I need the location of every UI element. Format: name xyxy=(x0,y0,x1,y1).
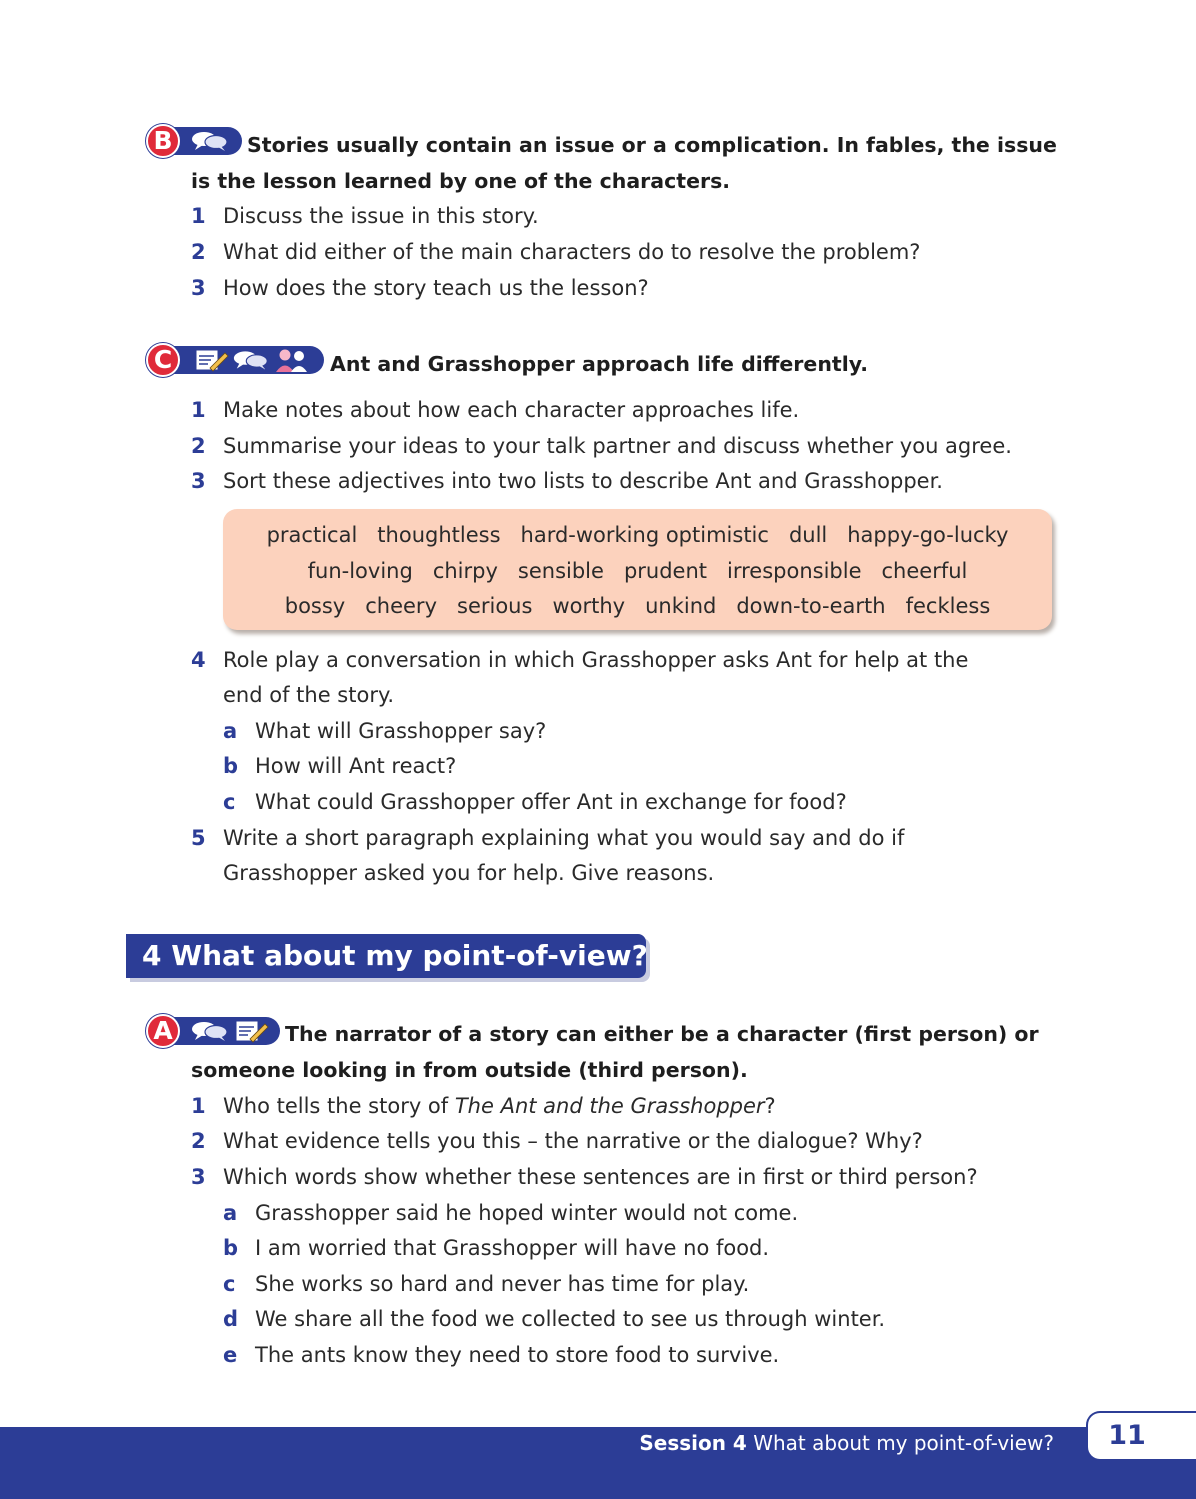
list-number: 2 xyxy=(191,434,206,458)
footer-session-name: What about my point-of-view? xyxy=(753,1431,1054,1455)
adjective: feckless xyxy=(905,594,991,618)
adjective: unkind xyxy=(645,594,717,618)
adjective: practical xyxy=(266,523,358,547)
adjective: dull xyxy=(788,523,828,547)
adjective: chirpy xyxy=(432,559,498,583)
adjective: irresponsible xyxy=(727,559,862,583)
list-number: 4 xyxy=(191,648,206,672)
sub-item: What could Grasshopper offer Ant in exchange for food? xyxy=(255,790,847,814)
sub-letter: a xyxy=(223,1201,238,1225)
sub-item: How will Ant react? xyxy=(255,754,457,778)
speech-bubbles-icon xyxy=(190,1020,232,1042)
badge-letter-a: A xyxy=(146,1014,180,1048)
adjective: prudent xyxy=(623,559,708,583)
list-item: Write a short paragraph explaining what you would say and do if xyxy=(223,826,905,850)
list-item-continued: end of the story. xyxy=(223,683,395,707)
sub-letter: a xyxy=(223,719,238,743)
list-item xyxy=(223,1092,776,1120)
list-item: Discuss the issue in this story. xyxy=(223,204,539,228)
sub-item: The ants know they need to store food to survive. xyxy=(255,1343,780,1367)
sub-letter: c xyxy=(223,790,236,814)
adjective: worthy xyxy=(552,594,626,618)
badge-letter-b: B xyxy=(146,124,180,158)
sub-item: Grasshopper said he hoped winter would not come. xyxy=(255,1201,799,1225)
adjective: bossy xyxy=(284,594,346,618)
sub-item: I am worried that Grasshopper will have no food. xyxy=(255,1236,770,1260)
adjective: serious xyxy=(457,594,533,618)
list-number: 3 xyxy=(191,1165,206,1189)
list-item: Which words show whether these sentences are in first or third person? xyxy=(223,1165,978,1189)
sub-item: She works so hard and never has time for play. xyxy=(255,1272,750,1296)
session-heading-text: 4 What about my point-of-view? xyxy=(142,939,648,972)
sub-letter: b xyxy=(223,754,239,778)
list-number: 1 xyxy=(191,1094,206,1118)
section-a-badge xyxy=(146,1014,280,1048)
adjective-row-3 xyxy=(223,592,1052,620)
section-c-badge xyxy=(146,343,324,377)
sub-letter: e xyxy=(223,1343,238,1367)
adjective: fun-loving xyxy=(307,559,413,583)
list-number: 1 xyxy=(191,398,206,422)
section-b-badge xyxy=(146,124,242,158)
adjective: cheerful xyxy=(881,559,968,583)
page-footer xyxy=(0,1427,1196,1499)
list-item: Summarise your ideas to your talk partner and discuss whether you agree. xyxy=(223,434,1012,458)
story-title: The Ant and the Grasshopper xyxy=(454,1094,765,1118)
list-item: Make notes about how each character approaches life. xyxy=(223,398,800,422)
footer-session-label: Session 4 xyxy=(639,1431,747,1455)
adjective: down-to-earth xyxy=(736,594,886,618)
list-item: Role play a conversation in which Grasshopper asks Ant for help at the xyxy=(223,648,969,672)
item-suffix: ? xyxy=(764,1094,776,1118)
sub-letter: c xyxy=(223,1272,236,1296)
sub-item: What will Grasshopper say? xyxy=(255,719,547,743)
list-number: 2 xyxy=(191,1129,206,1153)
list-item: How does the story teach us the lesson? xyxy=(223,276,649,300)
adjective-row-1 xyxy=(223,521,1052,549)
adjective: cheery xyxy=(365,594,437,618)
section-a-instruction-line2: someone looking in from outside (third person). xyxy=(191,1058,748,1082)
footer-session-title xyxy=(639,1429,1054,1457)
section-a-instruction-line1: The narrator of a story can either be a character (first person) or xyxy=(285,1022,1039,1046)
list-item: What did either of the main characters do to resolve the problem? xyxy=(223,240,921,264)
list-number: 2 xyxy=(191,240,206,264)
writing-notes-icon xyxy=(234,1019,270,1043)
adjective-word-box xyxy=(223,509,1052,630)
talk-partner-icon xyxy=(274,347,310,373)
adjective: happy-go-lucky xyxy=(847,523,1009,547)
speech-bubbles-icon xyxy=(190,130,232,152)
list-item: Sort these adjectives into two lists to describe Ant and Grasshopper. xyxy=(223,469,943,493)
badge-letter-c: C xyxy=(146,343,180,377)
writing-notes-icon xyxy=(194,348,230,372)
item-prefix: Who tells the story of xyxy=(223,1094,455,1118)
sub-letter: d xyxy=(223,1307,239,1331)
list-number: 5 xyxy=(191,826,206,850)
list-item-continued: Grasshopper asked you for help. Give reasons. xyxy=(223,861,715,885)
adjective: thoughtless xyxy=(377,523,501,547)
adjective: sensible xyxy=(517,559,604,583)
list-number: 1 xyxy=(191,204,206,228)
list-number: 3 xyxy=(191,276,206,300)
sub-item: We share all the food we collected to see us through winter. xyxy=(255,1307,886,1331)
list-number: 3 xyxy=(191,469,206,493)
adjective: hard-working optimistic xyxy=(520,523,769,547)
section-b-instruction-line1: Stories usually contain an issue or a complication. In fables, the issue xyxy=(247,133,1057,157)
sub-letter: b xyxy=(223,1236,239,1260)
section-c-instruction: Ant and Grasshopper approach life differently. xyxy=(330,352,869,376)
page-number-tab xyxy=(1086,1411,1196,1461)
speech-bubbles-icon xyxy=(232,349,272,371)
page-number: 11 xyxy=(1108,1420,1146,1451)
adjective-row-2 xyxy=(223,557,1052,585)
session-heading xyxy=(126,934,646,978)
list-item: What evidence tells you this – the narrative or the dialogue? Why? xyxy=(223,1129,923,1153)
section-b-instruction-line2: is the lesson learned by one of the characters. xyxy=(191,169,731,193)
